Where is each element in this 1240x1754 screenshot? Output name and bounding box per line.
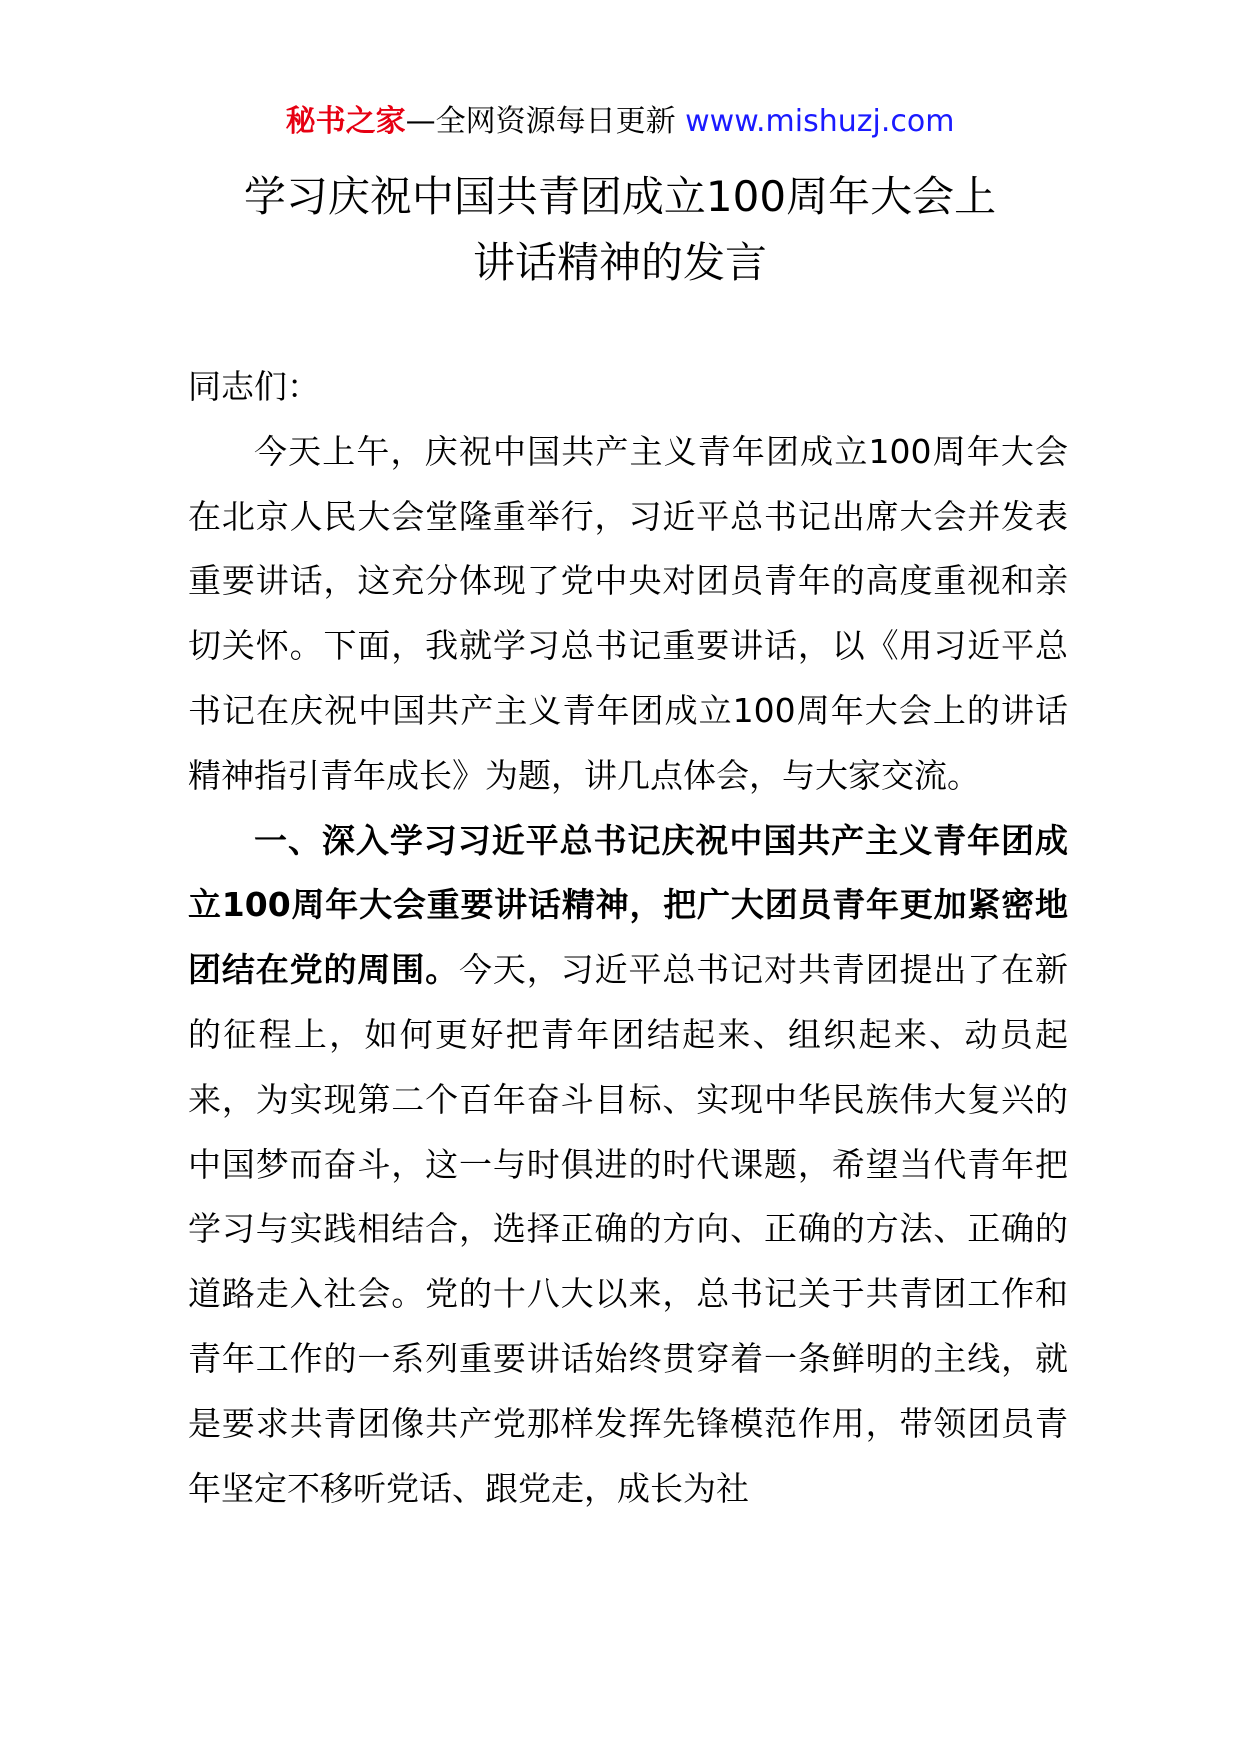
body-paragraph-section-1 xyxy=(188,809,1068,1522)
document-body xyxy=(188,355,1068,1521)
site-header xyxy=(0,100,1240,144)
section-1-text: 今天，习近平总书记对共青团提出了在新的征程上，如何更好把青年团结起来、组织起来、动员起来，为实现第二个百年奋斗目标、实现中华民族伟大复兴的中国梦而奋斗，这一与时俱进的时代课题，希望当代青年把学习与实践相结合，选择正确的方向、正确的方法、正确的道路走入社会。党的十八大以来，总书记关于共青团工作和青年工作的一系列重要讲话始终贯穿着一条鲜明的主线，就是要求共青团像共产党那样发挥先锋模范作用，带领团员青年坚定不移听党话、跟党走，成长为社 xyxy=(188,950,1069,1508)
section-1-heading: 一、深入学习习近平总书记庆祝中国共产主义青年团成立100周年大会重要讲话精神，把广大团员青年更加紧密地团结在党的周围。 xyxy=(188,820,1068,990)
site-url-link[interactable]: www.mishuzj.com xyxy=(685,104,955,139)
document-title-line-2: 讲话精神的发言 xyxy=(472,238,767,287)
body-paragraph-intro: 今天上午，庆祝中国共产主义青年团成立100周年大会在北京人民大会堂隆重举行，习近平总书记出席大会并发表重要讲话，这充分体现了党中央对团员青年的高度重视和亲切关怀。下面，我就学习总书记重要讲话，以《用习近平总书记在庆祝中国共产主义青年团成立100周年大会上的讲话精神指引青年成长》为题，讲几点体会，与大家交流。 xyxy=(188,431,1068,795)
site-brand: 秘书之家 xyxy=(285,104,406,139)
site-tagline: —全网资源每日更新 xyxy=(405,104,686,139)
salutation: 同志们： xyxy=(188,367,320,406)
document-title xyxy=(150,164,1090,296)
document-title-line-1: 学习庆祝中国共青团成立100周年大会上 xyxy=(243,172,997,221)
